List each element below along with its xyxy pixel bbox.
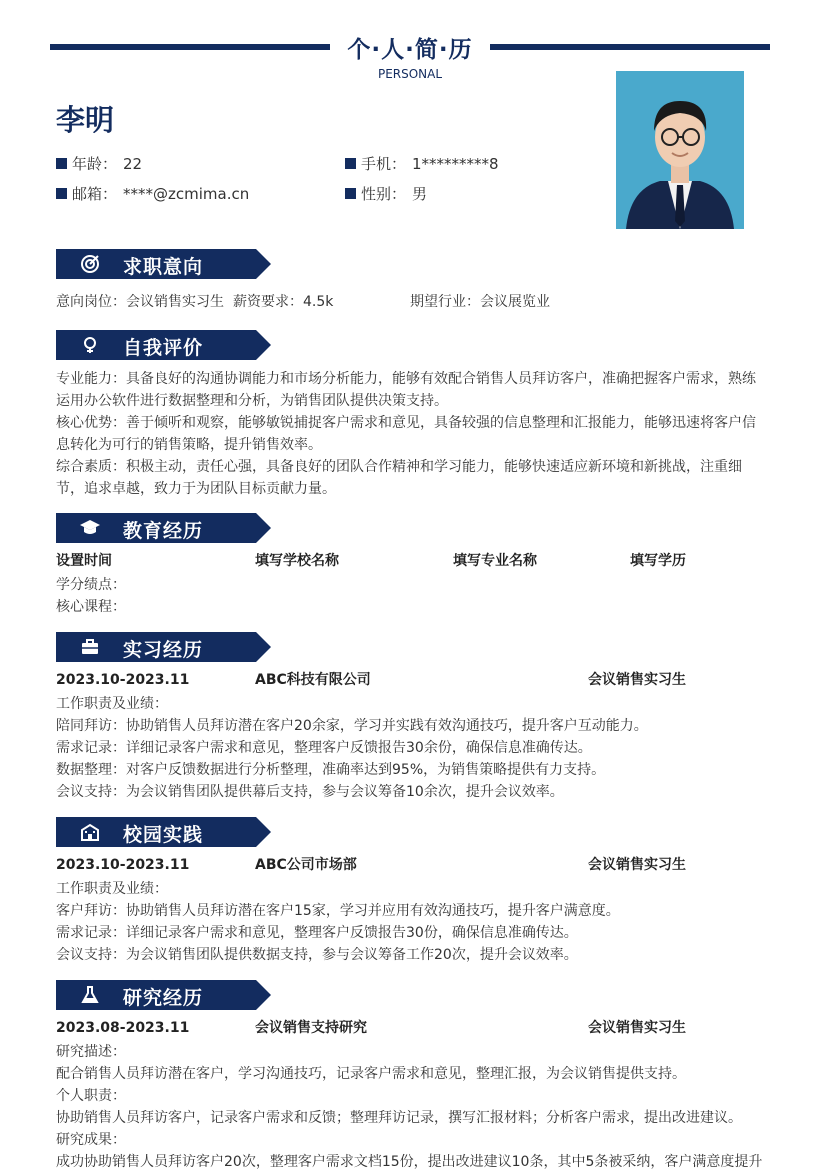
research-desc: 配合销售人员拜访潜在客户，学习沟通技巧，记录客户需求和意见，整理汇报，为会议销售提供支持。	[56, 1066, 686, 1082]
research-duty-label: 个人职责：	[56, 1088, 126, 1104]
profile-photo	[616, 71, 744, 229]
intern-role: 会议销售实习生	[588, 672, 686, 688]
phone-label: 手机：	[361, 155, 407, 173]
job-salary: 薪资要求：4.5k	[233, 294, 334, 310]
research-duty: 协助销售人员拜访客户，记录客户需求和反馈；整理拜访记录，撰写汇报材料；分析客户需求，提出改进建议。	[56, 1110, 742, 1126]
job-position: 意向岗位：会议销售实习生	[56, 294, 224, 310]
section-title-edu: 教育经历	[123, 520, 204, 542]
intern-item-2: 需求记录：详细记录客户需求和意见，整理客户反馈报告30余份，确保信息准确传达。	[56, 740, 592, 756]
gender-value: 男	[412, 185, 428, 203]
research-desc-label: 研究描述：	[56, 1044, 126, 1060]
phone-value: 1*********8	[412, 154, 499, 173]
campus-item-3: 会议支持：为会议销售团队提供数据支持，参与会议筹备工作20次，提升会议效率。	[56, 947, 578, 963]
age-value: 22	[123, 154, 143, 173]
self-eval-1: 专业能力：具备良好的沟通协调能力和市场分析能力，能够有效配合销售人员拜访客户，准确把握客户需求，熟练运用办公软件进行数据整理和分析，为销售团队提供决策支持。	[56, 371, 756, 409]
campus-role: 会议销售实习生	[588, 857, 686, 873]
section-header-job	[56, 249, 271, 279]
campus-duty-label: 工作职责及业绩：	[56, 881, 168, 897]
section-header-self	[56, 330, 271, 360]
lightbulb-icon	[78, 335, 102, 355]
edu-time: 设置时间	[56, 553, 112, 569]
research-role: 会议销售实习生	[588, 1020, 686, 1036]
edu-degree: 填写学历	[630, 553, 686, 569]
campus-item-2: 需求记录：详细记录客户需求和意见，整理客户反馈报告30份，确保信息准确传达。	[56, 925, 578, 941]
self-eval-3: 综合素质：积极主动，责任心强，具备良好的团队合作精神和学习能力，能够快速适应新环境和新挑战，注重细节，追求卓越，致力于为团队目标贡献力量。	[56, 459, 742, 497]
campus-item-1: 客户拜访：协助销售人员拜访潜在客户15家，学习并应用有效沟通技巧，提升客户满意度。	[56, 903, 620, 919]
research-time: 2023.08-2023.11	[56, 1020, 190, 1036]
building-icon	[78, 822, 102, 842]
edu-gpa: 学分绩点：	[56, 577, 126, 593]
flask-icon	[78, 985, 102, 1005]
section-title-research: 研究经历	[123, 987, 204, 1009]
intern-item-3: 数据整理：对客户反馈数据进行分析整理，准确率达到95%，为销售策略提供有力支持。	[56, 762, 606, 778]
research-result-label: 研究成果：	[56, 1132, 126, 1148]
intern-duty-label: 工作职责及业绩：	[56, 696, 168, 712]
bullet-square-icon	[345, 188, 356, 199]
candidate-name: 李明	[56, 103, 115, 137]
campus-org: ABC公司市场部	[255, 857, 357, 873]
email-label: 邮箱：	[72, 185, 118, 203]
intern-item-1: 陪同拜访：协助销售人员拜访潜在客户20余家，学习并实践有效沟通技巧，提升客户互动能力。	[56, 718, 648, 734]
edu-courses: 核心课程：	[56, 599, 126, 615]
edu-school: 填写学校名称	[255, 553, 339, 569]
briefcase-icon	[78, 637, 102, 657]
target-icon	[78, 254, 102, 274]
section-header-edu	[56, 513, 271, 543]
email-value: ****@zcmima.cn	[123, 184, 250, 203]
intern-time: 2023.10-2023.11	[56, 672, 190, 688]
email-row	[56, 183, 249, 204]
page-title: 个·人·简·历	[347, 37, 473, 63]
self-eval-2: 核心优势：善于倾听和观察，能够敏锐捕捉客户需求和意见，具备较强的信息整理和汇报能力，能够迅速将客户信息转化为可行的销售策略，提升销售效率。	[56, 415, 756, 453]
section-header-research	[56, 980, 271, 1010]
job-industry: 期望行业：会议展览业	[410, 294, 550, 310]
campus-time: 2023.10-2023.11	[56, 857, 190, 873]
section-title-self: 自我评价	[123, 337, 204, 359]
gender-row	[345, 183, 427, 204]
edu-major: 填写专业名称	[453, 553, 537, 569]
gender-label: 性别：	[361, 185, 407, 203]
bullet-square-icon	[56, 158, 67, 169]
intern-item-4: 会议支持：为会议销售团队提供幕后支持，参与会议筹备10余次，提升会议效率。	[56, 784, 564, 800]
bullet-square-icon	[345, 158, 356, 169]
intern-org: ABC科技有限公司	[255, 672, 371, 688]
age-row	[56, 153, 142, 174]
research-result: 成功协助销售人员拜访客户20次，整理客户需求文档15份，提出改进建议10条，其中5条被采纳，客户满意度提升	[56, 1154, 763, 1170]
section-header-campus	[56, 817, 271, 847]
bullet-square-icon	[56, 188, 67, 199]
phone-row	[345, 153, 499, 174]
section-title-intern: 实习经历	[123, 639, 204, 661]
research-org: 会议销售支持研究	[255, 1020, 367, 1036]
section-header-intern	[56, 632, 271, 662]
page-subtitle: PERSONAL	[377, 67, 443, 81]
graduation-cap-icon	[78, 518, 102, 538]
age-label: 年龄：	[72, 155, 118, 173]
section-title-campus: 校园实践	[123, 824, 204, 846]
section-title-job: 求职意向	[123, 256, 204, 278]
